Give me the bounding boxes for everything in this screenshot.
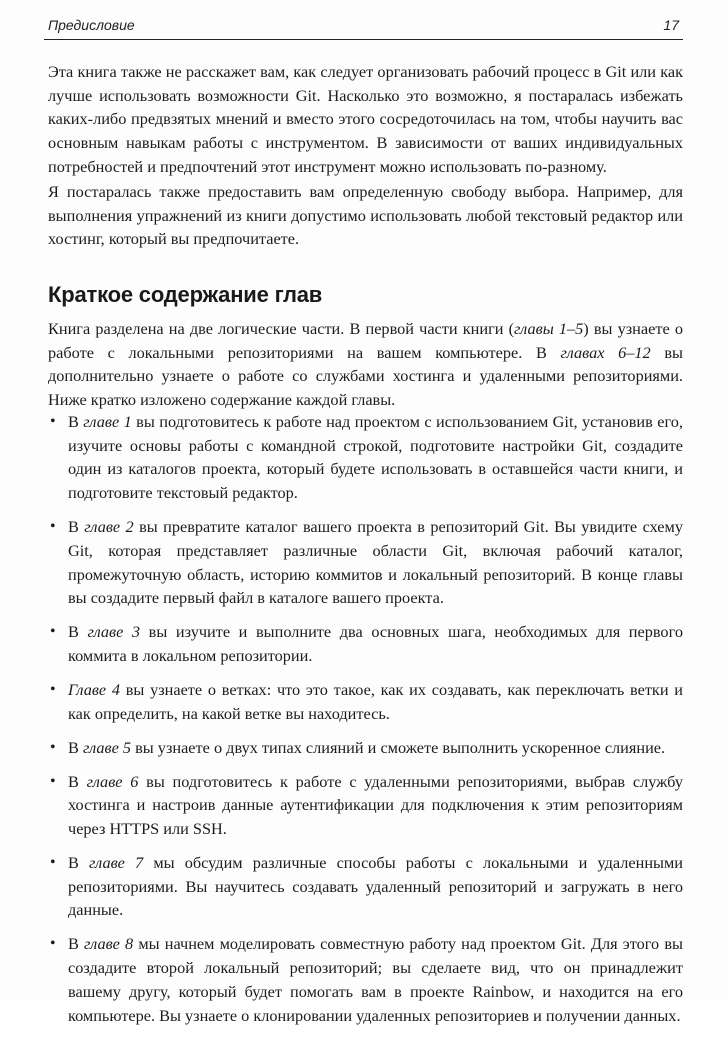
running-head xyxy=(44,14,683,40)
bullet-pre: В xyxy=(68,622,88,642)
bullet-text: мы начнем моделировать совместную работу над проектом Git. Для этого вы создадите второй локальный репозиторий; вы сделаете вид, что он принадлежит вашему другу, который будет помогать вам в проекте Rainbow, и находится на его компьютере. Вы узнаете о клонировании удаленных репозиториев и получении данных. xyxy=(68,934,683,1025)
paragraph-text xyxy=(48,317,683,412)
chapter-summary-list xyxy=(48,410,683,1038)
running-head-title: Предисловие xyxy=(48,17,135,33)
bullet-icon: • xyxy=(50,680,56,698)
list-item xyxy=(48,678,683,725)
page-number: 17 xyxy=(663,17,679,33)
intro-paragraph-2 xyxy=(48,180,683,261)
chapter-ref: главе 7 xyxy=(89,853,144,873)
bullet-text: вы превратите каталог вашего проекта в репозиторий Git. Вы увидите схему Git, которая представляет различные области Git, включая рабочий каталог, промежуточную область, историю коммитов и локальный репозиторий. В конце главы вы создадите первый файл в каталоге вашего проекта. xyxy=(68,517,683,608)
list-item xyxy=(48,932,683,1027)
chapter-ref: Главе 4 xyxy=(68,679,120,699)
bullet-icon: • xyxy=(50,413,56,430)
section-heading: Краткое содержание глав xyxy=(48,282,323,307)
bullet-pre: В xyxy=(68,853,90,873)
intro-text-a: Книга разделена на две логические части. В первой части книги ( xyxy=(48,319,515,338)
bullet-pre: В xyxy=(68,737,83,757)
list-item xyxy=(48,515,683,610)
list-item xyxy=(48,620,683,667)
bullet-text: вы подготовитесь к работе над проектом с использованием Git, установив его, изучите основы работы с командной строкой, подготовите настройки Git, создадите один из каталогов проекта, который будете использовать в оставшейся части книги, и подготовите текстовый редактор. xyxy=(68,412,683,503)
intro-paragraph-1 xyxy=(48,60,683,189)
bullet-icon: • xyxy=(50,518,56,536)
chapter-ref: главе 5 xyxy=(82,737,132,757)
bullet-pre: В xyxy=(68,771,87,791)
bullet-icon: • xyxy=(50,772,56,790)
chapter-ref: главы 1–5 xyxy=(514,319,584,338)
list-item xyxy=(48,410,683,505)
chapter-ref: главе 8 xyxy=(84,934,134,954)
intro-text-b: ) вы узнаете о работе с локальными репозиториями на вашем компьютере. В xyxy=(48,319,683,362)
list-item xyxy=(48,851,683,922)
bullet-icon: • xyxy=(50,854,56,872)
intro-text-c: вы дополнительно узнаете о работе со службами хостинга и удаленными репозиториями. Ниже кратко изложено содержание каждой главы. xyxy=(48,342,683,410)
list-item xyxy=(48,736,683,760)
bullet-icon: • xyxy=(50,738,56,756)
chapter-ref: главе 3 xyxy=(87,622,141,642)
bullet-text: вы узнаете о ветках: что это такое, как их создавать, как переключать ветки и как определить, на какой ветке вы находитесь. xyxy=(68,679,683,723)
header-rule xyxy=(44,39,683,40)
section-intro-paragraph xyxy=(48,317,683,422)
chapter-ref: главах 6–12 xyxy=(560,342,651,362)
paragraph-text: Я постаралась также предоставить вам определенную свободу выбора. Например, для выполнения упражнений из книги допустимо использовать любой текстовый редактор или хостинг, который вы предпочитаете. xyxy=(48,182,683,249)
chapter-ref: главе 6 xyxy=(86,771,139,791)
bullet-pre: В xyxy=(68,517,85,537)
list-item xyxy=(48,770,683,841)
chapter-ref: главе 1 xyxy=(83,412,132,431)
bullet-text: вы изучите и выполните два основных шага, необходимых для первого коммита в локальном репозитории. xyxy=(68,622,683,665)
bullet-text: вы подготовитесь к работе с удаленными репозиториями, выбрав службу хостинга и настроив данные аутентификации для подключения к этим репозиториям через HTTPS или SSH. xyxy=(68,771,683,839)
bullet-icon: • xyxy=(50,935,56,953)
chapter-ref: главе 2 xyxy=(84,517,134,537)
paragraph-text: Эта книга также не расскажет вам, как следует организовать рабочий процесс в Git или как лучше использовать возможности Git. Насколько это возможно, я постаралась избежать каких-либо предвзятых мнений и вместо этого сосредоточилась на том, чтобы научить вас основным навыкам работы с инструментом. В зависимости от ваших индивидуальных потребностей и предпочтений этот инструмент можно использовать по-разному. xyxy=(48,62,683,176)
bullet-pre: В xyxy=(68,412,84,431)
bullet-pre: В xyxy=(68,934,85,954)
bullet-text: мы обсудим различные способы работы с локальными и удаленными репозиториями. Вы научитесь создавать удаленный репозиторий и загружать в него данные. xyxy=(68,853,683,920)
bullet-icon: • xyxy=(50,623,56,641)
bullet-text: вы узнаете о двух типах слияний и сможете выполнить ускоренное слияние. xyxy=(131,737,666,757)
